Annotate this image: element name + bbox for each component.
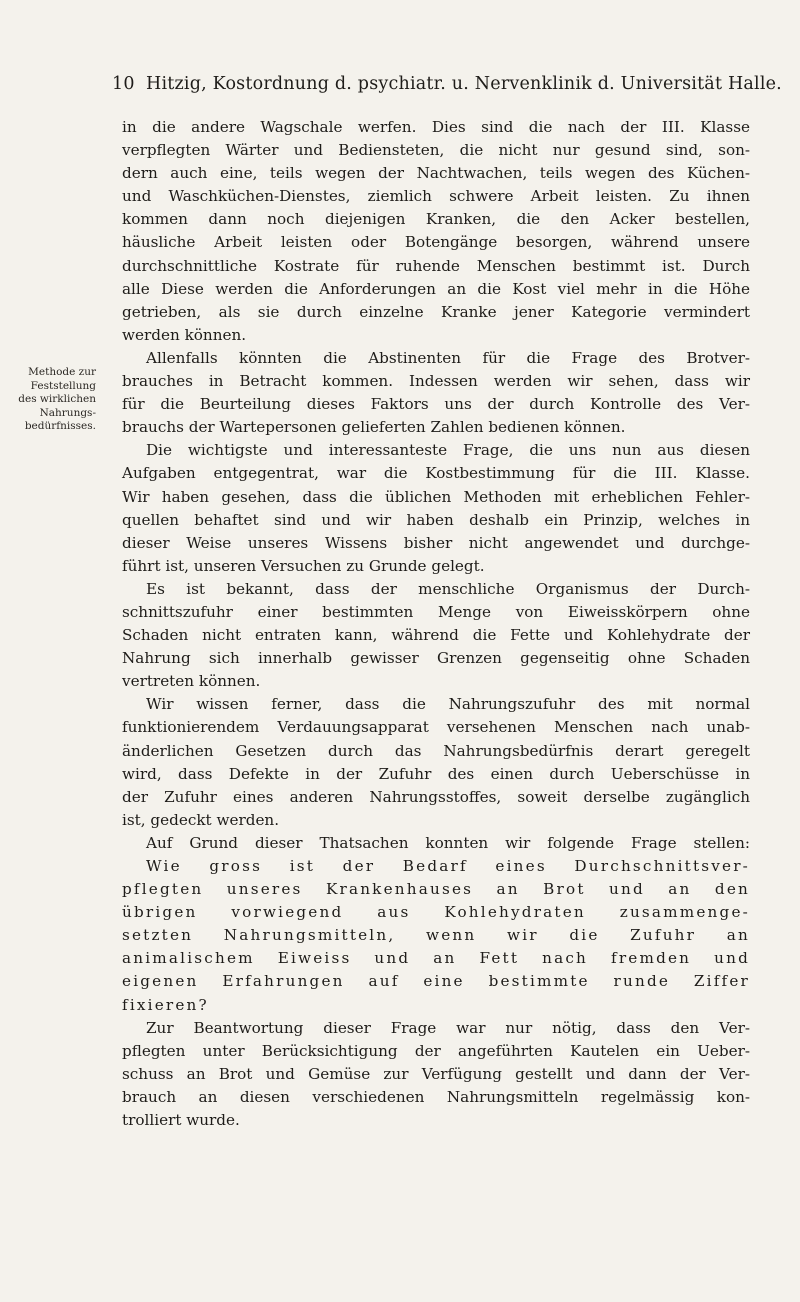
spaced-question-line: fixieren? — [122, 995, 209, 1014]
text-line: verpflegten Wärter und Bediensteten, die nicht nur gesund sind, son- — [122, 141, 750, 160]
text-line: änderlichen Gesetzen durch das Nahrungsbedürfnis derart geregelt — [122, 741, 750, 760]
text-line: der Zufuhr eines anderen Nahrungsstoffes, soweit derselbe zugänglich — [122, 787, 750, 806]
spaced-question-line: übrigen vorwiegend aus Kohlehydraten zusammenge- — [122, 903, 750, 922]
body-text — [122, 116, 750, 1132]
margin-note-line: bedürfnisses. — [24, 420, 96, 432]
text-line: ist, gedeckt werden. — [122, 810, 280, 829]
text-line: dern auch eine, teils wegen der Nachtwachen, teils wegen des Küchen- — [122, 164, 750, 183]
text-line: Nahrung sich innerhalb gewisser Grenzen gegenseitig ohne Schaden — [122, 649, 750, 668]
text-line: quellen behaftet sind und wir haben deshalb ein Prinzip, welches in — [122, 510, 750, 529]
text-line: und Waschküchen-Dienstes, ziemlich schwere Arbeit leisten. Zu ihnen — [122, 187, 750, 206]
margin-note-line: Methode zur — [28, 366, 96, 378]
text-line: führt ist, unseren Versuchen zu Grunde gelegt. — [122, 556, 485, 575]
text-line: Wir wissen ferner, dass die Nahrungszufuhr des mit normal — [146, 695, 750, 714]
text-line: Die wichtigste und interessanteste Frage, die uns nun aus diesen — [146, 441, 750, 460]
text-line: durchschnittliche Kostrate für ruhende Menschen bestimmt ist. Durch — [122, 256, 750, 275]
spaced-question-line: animalischem Eiweiss und an Fett nach fremden und — [122, 949, 750, 968]
text-line: dieser Weise unseres Wissens bisher nicht angewendet und durchge- — [122, 533, 750, 552]
text-line: brauch an diesen verschiedenen Nahrungsmitteln regelmässig kon- — [122, 1087, 750, 1106]
text-line: schnittszufuhr einer bestimmten Menge von Eiweisskörpern ohne — [122, 602, 750, 621]
spaced-question-line: Wie gross ist der Bedarf eines Durchschnittsver- — [146, 857, 750, 875]
running-title: Hitzig, Kostordnung d. psychiatr. u. Nervenklinik d. Universität Halle. — [146, 74, 782, 94]
margin-note — [14, 366, 96, 434]
page-number: 10 — [112, 74, 135, 94]
text-line: Es ist bekannt, dass der menschliche Organismus der Durch- — [146, 579, 750, 598]
text-line: wird, dass Defekte in der Zufuhr des einen durch Ueberschüsse in — [122, 764, 750, 783]
text-line: kommen dann noch diejenigen Kranken, die den Acker bestellen, — [122, 210, 750, 229]
text-line: schuss an Brot und Gemüse zur Verfügung gestellt und dann der Ver- — [122, 1064, 750, 1083]
text-line: getrieben, als sie durch einzelne Kranke jener Kategorie vermindert — [122, 302, 750, 321]
text-line: für die Beurteilung dieses Faktors uns der durch Kontrolle des Ver- — [122, 395, 750, 414]
text-line: brauchs der Wartepersonen gelieferten Zahlen bedienen können. — [122, 418, 626, 437]
text-line: brauches in Betracht kommen. Indessen werden wir sehen, dass wir — [122, 372, 750, 391]
text-line: Schaden nicht entraten kann, während die Fette und Kohlehydrate der — [122, 626, 750, 645]
text-line: werden können. — [122, 325, 247, 344]
text-line: Auf Grund dieser Thatsachen konnten wir folgende Frage stellen: — [146, 833, 750, 852]
text-line: häusliche Arbeit leisten oder Botengänge besorgen, während unsere — [122, 233, 750, 252]
text-line: Allenfalls könnten die Abstinenten für die Frage des Brotver- — [146, 348, 750, 367]
margin-note-line: Nahrungs- — [39, 406, 96, 419]
text-line: Zur Beantwortung dieser Frage war nur nötig, dass den Ver- — [146, 1018, 750, 1037]
spaced-question-line: pflegten unseres Krankenhauses an Brot und an den — [122, 880, 750, 899]
running-header — [112, 74, 782, 94]
text-line: funktionierendem Verdauungsapparat versehenen Menschen nach unab- — [122, 718, 750, 737]
spaced-question-line: eigenen Erfahrungen auf eine bestimmte runde Ziffer — [122, 972, 750, 991]
text-line: trolliert wurde. — [122, 1111, 240, 1130]
text-line: alle Diese werden die Anforderungen an die Kost viel mehr in die Höhe — [122, 279, 750, 298]
spaced-question-line: setzten Nahrungsmitteln, wenn wir die Zufuhr an — [122, 926, 750, 945]
text-line: vertreten können. — [122, 672, 261, 691]
text-line: Wir haben gesehen, dass die üblichen Methoden mit erheblichen Fehler- — [122, 487, 750, 506]
margin-note-line: Feststellung — [30, 379, 96, 392]
text-line: Aufgaben entgegentrat, war die Kostbestimmung für die III. Klasse. — [122, 464, 750, 483]
margin-note-line: des wirklichen — [18, 393, 96, 405]
text-line: pflegten unter Berücksichtigung der angeführten Kautelen ein Ueber- — [122, 1041, 750, 1060]
text-line: in die andere Wagschale werfen. Dies sind die nach der III. Klasse — [122, 118, 750, 136]
